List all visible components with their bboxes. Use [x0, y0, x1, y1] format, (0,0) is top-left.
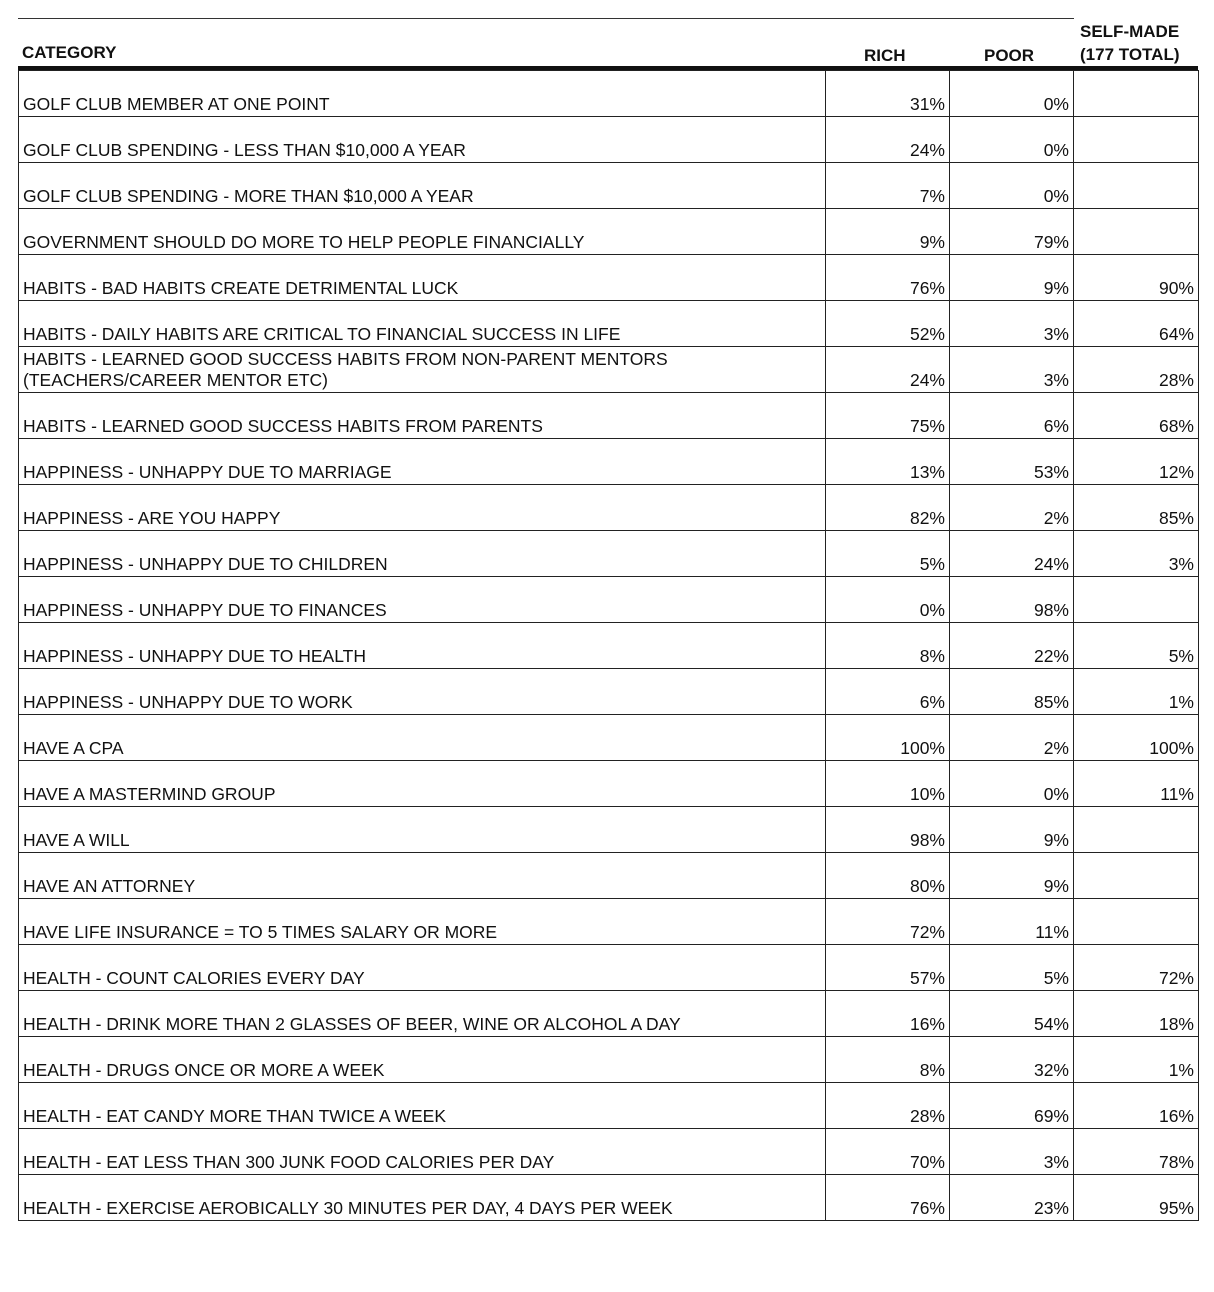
category-cell: HABITS - LEARNED GOOD SUCCESS HABITS FROM NON-PARENT MENTORS (TEACHERS/CAREER MENTOR ETC): [19, 347, 826, 393]
rich-cell: 5%: [826, 531, 950, 577]
category-cell: HAPPINESS - UNHAPPY DUE TO HEALTH: [19, 623, 826, 669]
table-row: [19, 807, 1199, 853]
poor-cell: 54%: [950, 991, 1074, 1037]
rich-cell: 8%: [826, 623, 950, 669]
self-made-cell: [1074, 71, 1199, 117]
rich-cell: 24%: [826, 117, 950, 163]
header-self-made: [1080, 20, 1180, 66]
poor-cell: 2%: [950, 485, 1074, 531]
rich-cell: 57%: [826, 945, 950, 991]
category-cell: HAVE LIFE INSURANCE = TO 5 TIMES SALARY OR MORE: [19, 899, 826, 945]
category-cell: HEALTH - EXERCISE AEROBICALLY 30 MINUTES PER DAY, 4 DAYS PER WEEK: [19, 1175, 826, 1221]
category-cell: HEALTH - COUNT CALORIES EVERY DAY: [19, 945, 826, 991]
category-cell: HAPPINESS - UNHAPPY DUE TO CHILDREN: [19, 531, 826, 577]
poor-cell: 2%: [950, 715, 1074, 761]
category-cell: HAPPINESS - ARE YOU HAPPY: [19, 485, 826, 531]
table-row: [19, 347, 1199, 393]
table-row: [19, 623, 1199, 669]
poor-cell: 32%: [950, 1037, 1074, 1083]
poor-cell: 9%: [950, 853, 1074, 899]
table-row: [19, 899, 1199, 945]
table-row: [19, 209, 1199, 255]
self-made-cell: [1074, 117, 1199, 163]
category-cell: HEALTH - EAT CANDY MORE THAN TWICE A WEEK: [19, 1083, 826, 1129]
category-cell: HABITS - DAILY HABITS ARE CRITICAL TO FINANCIAL SUCCESS IN LIFE: [19, 301, 826, 347]
poor-cell: 23%: [950, 1175, 1074, 1221]
poor-cell: 0%: [950, 761, 1074, 807]
table-row: [19, 945, 1199, 991]
poor-cell: 85%: [950, 669, 1074, 715]
self-made-cell: 16%: [1074, 1083, 1199, 1129]
self-made-cell: 85%: [1074, 485, 1199, 531]
poor-cell: 11%: [950, 899, 1074, 945]
poor-cell: 0%: [950, 71, 1074, 117]
table-header: [18, 18, 1198, 70]
rich-cell: 16%: [826, 991, 950, 1037]
self-made-cell: [1074, 209, 1199, 255]
table-row: [19, 255, 1199, 301]
self-made-cell: 90%: [1074, 255, 1199, 301]
self-made-cell: 18%: [1074, 991, 1199, 1037]
poor-cell: 98%: [950, 577, 1074, 623]
header-self-made-line1: SELF-MADE: [1080, 22, 1180, 41]
self-made-cell: [1074, 807, 1199, 853]
self-made-cell: 1%: [1074, 669, 1199, 715]
self-made-cell: 11%: [1074, 761, 1199, 807]
rich-cell: 76%: [826, 1175, 950, 1221]
table-row: [19, 531, 1199, 577]
table-row: [19, 1083, 1199, 1129]
category-cell: HABITS - BAD HABITS CREATE DETRIMENTAL LUCK: [19, 255, 826, 301]
poor-cell: 0%: [950, 117, 1074, 163]
self-made-cell: 1%: [1074, 1037, 1199, 1083]
category-cell: HEALTH - EAT LESS THAN 300 JUNK FOOD CALORIES PER DAY: [19, 1129, 826, 1175]
category-cell: HAVE A CPA: [19, 715, 826, 761]
self-made-cell: 95%: [1074, 1175, 1199, 1221]
table-row: [19, 715, 1199, 761]
poor-cell: 5%: [950, 945, 1074, 991]
header-self-made-line2: (177 TOTAL): [1080, 45, 1180, 64]
category-cell: HAVE A MASTERMIND GROUP: [19, 761, 826, 807]
table-row: [19, 485, 1199, 531]
table-row: [19, 853, 1199, 899]
poor-cell: 69%: [950, 1083, 1074, 1129]
poor-cell: 0%: [950, 163, 1074, 209]
poor-cell: 22%: [950, 623, 1074, 669]
rich-cell: 75%: [826, 393, 950, 439]
poor-cell: 3%: [950, 301, 1074, 347]
category-cell: HAPPINESS - UNHAPPY DUE TO MARRIAGE: [19, 439, 826, 485]
poor-cell: 3%: [950, 347, 1074, 393]
rich-cell: 98%: [826, 807, 950, 853]
rich-cell: 9%: [826, 209, 950, 255]
rich-cell: 8%: [826, 1037, 950, 1083]
poor-cell: 24%: [950, 531, 1074, 577]
rich-cell: 76%: [826, 255, 950, 301]
rich-cell: 72%: [826, 899, 950, 945]
rich-cell: 70%: [826, 1129, 950, 1175]
table-body: [19, 71, 1199, 1221]
table-row: [19, 1037, 1199, 1083]
self-made-cell: 3%: [1074, 531, 1199, 577]
rich-cell: 10%: [826, 761, 950, 807]
self-made-cell: 64%: [1074, 301, 1199, 347]
category-cell: GOLF CLUB SPENDING - LESS THAN $10,000 A YEAR: [19, 117, 826, 163]
category-cell: GOVERNMENT SHOULD DO MORE TO HELP PEOPLE FINANCIALLY: [19, 209, 826, 255]
table-row: [19, 761, 1199, 807]
self-made-cell: 5%: [1074, 623, 1199, 669]
table-row: [19, 1129, 1199, 1175]
category-cell: HAPPINESS - UNHAPPY DUE TO WORK: [19, 669, 826, 715]
category-cell: HAVE A WILL: [19, 807, 826, 853]
table-row: [19, 991, 1199, 1037]
poor-cell: 53%: [950, 439, 1074, 485]
table-row: [19, 577, 1199, 623]
poor-cell: 9%: [950, 255, 1074, 301]
rich-cell: 100%: [826, 715, 950, 761]
self-made-cell: 72%: [1074, 945, 1199, 991]
self-made-cell: 78%: [1074, 1129, 1199, 1175]
rich-cell: 0%: [826, 577, 950, 623]
table-row: [19, 117, 1199, 163]
table-row: [19, 163, 1199, 209]
table-row: [19, 439, 1199, 485]
self-made-cell: [1074, 899, 1199, 945]
header-category: CATEGORY: [22, 43, 117, 62]
poor-cell: 3%: [950, 1129, 1074, 1175]
table-row: [19, 301, 1199, 347]
category-cell: HAPPINESS - UNHAPPY DUE TO FINANCES: [19, 577, 826, 623]
rich-cell: 31%: [826, 71, 950, 117]
self-made-cell: 12%: [1074, 439, 1199, 485]
header-poor: POOR: [984, 46, 1035, 65]
category-cell: HABITS - LEARNED GOOD SUCCESS HABITS FROM PARENTS: [19, 393, 826, 439]
category-cell: HEALTH - DRINK MORE THAN 2 GLASSES OF BEER, WINE OR ALCOHOL A DAY: [19, 991, 826, 1037]
self-made-cell: [1074, 163, 1199, 209]
rich-cell: 6%: [826, 669, 950, 715]
self-made-cell: 28%: [1074, 347, 1199, 393]
rich-cell: 13%: [826, 439, 950, 485]
poor-cell: 6%: [950, 393, 1074, 439]
self-made-cell: [1074, 577, 1199, 623]
table-row: [19, 1175, 1199, 1221]
category-cell: GOLF CLUB MEMBER AT ONE POINT: [19, 71, 826, 117]
rich-cell: 7%: [826, 163, 950, 209]
survey-table: [18, 70, 1199, 1221]
table-row: [19, 393, 1199, 439]
category-cell: GOLF CLUB SPENDING - MORE THAN $10,000 A YEAR: [19, 163, 826, 209]
rich-cell: 80%: [826, 853, 950, 899]
poor-cell: 79%: [950, 209, 1074, 255]
table-row: [19, 71, 1199, 117]
category-cell: HEALTH - DRUGS ONCE OR MORE A WEEK: [19, 1037, 826, 1083]
self-made-cell: 100%: [1074, 715, 1199, 761]
self-made-cell: [1074, 853, 1199, 899]
rich-cell: 82%: [826, 485, 950, 531]
self-made-cell: 68%: [1074, 393, 1199, 439]
poor-cell: 9%: [950, 807, 1074, 853]
rich-cell: 24%: [826, 347, 950, 393]
rich-cell: 28%: [826, 1083, 950, 1129]
header-rich: RICH: [864, 46, 906, 65]
rich-cell: 52%: [826, 301, 950, 347]
category-cell: HAVE AN ATTORNEY: [19, 853, 826, 899]
table-row: [19, 669, 1199, 715]
